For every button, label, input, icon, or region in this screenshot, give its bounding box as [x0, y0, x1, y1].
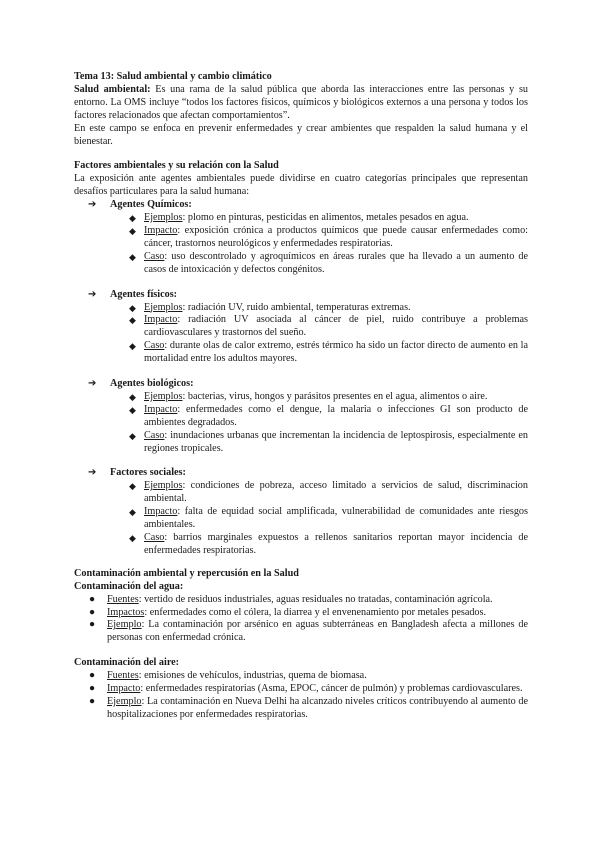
item-text: : condiciones de pobreza, acceso limitado a servicios de salud, discriminacion ambiental. [144, 480, 528, 505]
bullet-icon: ● [89, 670, 96, 682]
list-item [74, 532, 528, 558]
item-label: Impacto [144, 314, 178, 326]
item-text: : durante olas de calor extremo, estrés térmico ha sido un factor directo de aumento en la mortalidad entre los adultos mayores. [144, 340, 528, 365]
diamond-bullet-icon: ◆ [129, 251, 136, 262]
item-label: Caso [144, 340, 165, 352]
item-label: Caso [144, 250, 165, 262]
item-text: : La contaminación en Nueva Delhi ha alcanzado niveles críticos contribuyendo al aumento de hospitalizaciones por enfermedades respiratorias. [107, 695, 528, 720]
item-text: : falta de equidad social amplificada, vulnerabilidad de comunidades ante riesgos ambientales. [144, 506, 528, 531]
arrow-icon: ➔ [88, 288, 97, 300]
bullet-icon: ● [89, 593, 96, 605]
intro-paragraph [74, 84, 528, 123]
category-name: Agentes biológicos: [110, 378, 194, 390]
category-heading [74, 378, 528, 391]
item-text: : enfermedades como el cólera, la diarrea y el envenenamiento por metales pesados. [144, 606, 487, 618]
item-label: Impacto [144, 403, 178, 415]
item-label: Fuentes [107, 670, 139, 682]
agua-heading: Contaminación del agua: [74, 580, 184, 592]
diamond-bullet-icon: ◆ [129, 213, 136, 224]
list-item [74, 340, 528, 366]
item-label: Impacto [144, 506, 178, 518]
aire-heading: Contaminación del aire: [74, 657, 180, 669]
bullet-icon: ● [89, 619, 96, 631]
list-item [74, 251, 528, 277]
list-item [74, 212, 528, 225]
intro-term: Salud ambiental: [74, 83, 151, 95]
item-text: : bacterias, virus, hongos y parásitos presentes en el agua, alimentos o aire. [182, 390, 488, 402]
list-item [74, 683, 528, 696]
item-label: Caso [144, 532, 165, 543]
category-name: Agentes físicos: [110, 288, 178, 300]
category-name: Factores sociales: [110, 467, 186, 479]
factores-intro: La exposición ante agentes ambientales puede dividirse en cuatro categorías principales que representan desafíos particulares para la salud humana: [74, 173, 528, 198]
item-label: Ejemplos [144, 390, 183, 402]
item-text: : vertido de residuos industriales, aguas residuales no tratadas, contaminación agrícola. [138, 593, 493, 605]
list-item [74, 670, 528, 683]
item-text: : enfermedades como el dengue, la malaria o infecciones GI son producto de ambientes degradados. [144, 403, 528, 428]
list-item [74, 225, 528, 251]
intro-focus: En este campo se enfoca en prevenir enfermedades y crear ambientes que respalden la salud humana y el bienestar. [74, 122, 528, 147]
item-text: : inundaciones urbanas que incrementan la incidencia de leptospirosis, especialmente en regiones tropicales. [144, 429, 528, 454]
list-item [74, 404, 528, 430]
arrow-icon: ➔ [88, 467, 97, 479]
item-label: Ejemplo [107, 695, 142, 707]
item-label: Impacto [107, 683, 141, 695]
item-label: Impacto [144, 224, 178, 236]
item-label: Caso [144, 429, 165, 441]
item-text: : exposición crónica a productos químicos que puede causar enfermedades como: cáncer, trastornos neurológicos y enfermedades respiratorias. [144, 224, 528, 249]
item-label: Impactos [107, 606, 145, 618]
list-item [74, 594, 528, 607]
list-item [74, 430, 528, 456]
arrow-icon: ➔ [88, 199, 97, 211]
diamond-bullet-icon: ◆ [129, 404, 136, 415]
arrow-icon: ➔ [88, 378, 97, 390]
item-text: : uso descontrolado y agroquímicos en áreas rurales que ha llevado a un aumento de casos de intoxicación y defectos congénitos. [144, 250, 528, 275]
diamond-bullet-icon: ◆ [129, 302, 136, 313]
category-heading [74, 289, 528, 302]
contaminacion-heading: Contaminación ambiental y repercusión en la Salud [74, 567, 299, 579]
list-item [74, 619, 528, 645]
list-item [74, 506, 528, 532]
item-text: : La contaminación por arsénico en aguas subterráneas en Bangladesh afecta a millones de personas con enfermedad crónica. [107, 619, 528, 644]
diamond-bullet-icon: ◆ [129, 315, 136, 326]
category-biologicos [74, 378, 528, 455]
category-name: Agentes Químicos: [110, 199, 192, 211]
list-item [74, 480, 528, 506]
bullet-icon: ● [89, 606, 96, 618]
document-title: Tema 13: Salud ambiental y cambio climático [74, 71, 272, 82]
item-label: Ejemplos [144, 212, 183, 224]
intro-definition: Es una rama de la salud pública que aborda las interacciones entre las personas y su entorno. La OMS incluye “todos los factores físicos, químicos y biológicos externos a una persona y todos los factores relacionados que afectan comportamientos”. [74, 83, 528, 121]
document-page [74, 71, 528, 722]
diamond-bullet-icon: ◆ [129, 225, 136, 236]
list-item [74, 314, 528, 340]
bullet-icon: ● [89, 683, 96, 695]
diamond-bullet-icon: ◆ [129, 341, 136, 352]
diamond-bullet-icon: ◆ [129, 391, 136, 402]
list-item [74, 607, 528, 620]
item-text: : enfermedades respiratorias (Asma, EPOC, cáncer de pulmón) y problemas cardiovasculares. [140, 683, 523, 695]
diamond-bullet-icon: ◆ [129, 430, 136, 441]
diamond-bullet-icon: ◆ [129, 481, 136, 492]
category-sociales [74, 467, 528, 557]
item-label: Fuentes [107, 593, 139, 605]
category-heading [74, 467, 528, 480]
list-item [74, 391, 528, 404]
list-item [74, 696, 528, 722]
category-heading [74, 199, 528, 212]
item-text: : emisiones de vehículos, industrias, quema de biomasa. [138, 670, 367, 682]
diamond-bullet-icon: ◆ [129, 533, 136, 543]
item-text: : radiación UV asociada al cáncer de piel, ruido contribuye a problemas cardiovasculares y trastornos del sueño. [144, 314, 528, 339]
item-label: Ejemplos [144, 301, 183, 313]
factores-heading: Factores ambientales y su relación con la Salud [74, 160, 279, 172]
diamond-bullet-icon: ◆ [129, 507, 136, 518]
bullet-icon: ● [89, 695, 96, 707]
category-fisicos [74, 289, 528, 366]
item-text: : plomo en pinturas, pesticidas en alimentos, metales pesados en agua. [182, 212, 469, 224]
item-label: Ejemplos [144, 480, 183, 492]
list-item [74, 302, 528, 315]
item-text: : radiación UV, ruido ambiental, temperaturas extremas. [182, 301, 411, 313]
item-text: : barrios marginales expuestos a rellenos sanitarios reportan mayor incidencia de enfermedades respiratorias. [144, 532, 528, 556]
category-quimicos [74, 199, 528, 276]
item-label: Ejemplo [107, 619, 142, 631]
